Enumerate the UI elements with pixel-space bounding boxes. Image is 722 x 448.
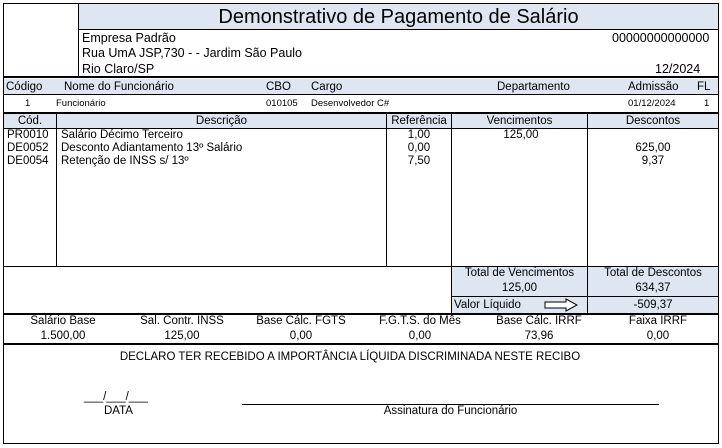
- base-label: Sal. Contr. INSS: [140, 315, 224, 327]
- item-description: Salário Décimo Terceiro: [61, 129, 183, 141]
- employee-header-rule: [3, 94, 719, 95]
- title-divider: [78, 29, 719, 30]
- items-cod-header: Cód.: [17, 115, 43, 127]
- payment-period: 12/2024: [655, 62, 701, 76]
- employee-name-header: Nome do Funcionário: [64, 81, 174, 93]
- fl-header: FL: [697, 81, 711, 93]
- company-city: Rio Claro/SP: [82, 62, 155, 76]
- total-earnings-label: Total de Vencimentos: [464, 267, 575, 279]
- admission-header: Admissão: [628, 81, 679, 93]
- base-label: Base Cálc. FGTS: [256, 315, 346, 327]
- base-value: 125,00: [164, 330, 200, 342]
- company-address: Rua UmA JSP,730 - - Jardim São Paulo: [82, 46, 303, 60]
- base-value: 1.500,00: [40, 330, 86, 342]
- employee-name: Funcionário: [56, 98, 106, 109]
- item-description: Retenção de INSS s/ 13º: [61, 155, 189, 167]
- base-label: Base Cálc. IRRF: [496, 315, 582, 327]
- date-blank: ___/___/___: [84, 391, 148, 403]
- items-earnings-header: Vencimentos: [486, 115, 553, 127]
- employee-code: 1: [25, 98, 31, 109]
- base-value: 0,00: [289, 330, 313, 342]
- cargo-header: Cargo: [311, 81, 343, 93]
- item-deductions: 9,37: [641, 155, 665, 167]
- base-value: 0,00: [646, 330, 670, 342]
- employee-fl: 1: [704, 98, 710, 109]
- item-reference: 1,00: [407, 129, 431, 141]
- items-reference-header: Referência: [391, 115, 447, 127]
- total-deductions-label: Total de Descontos: [604, 267, 702, 279]
- company-cnpj: 00000000000000: [612, 31, 710, 45]
- employee-admission: 01/12/2024: [628, 98, 676, 109]
- net-value-amount: -509,37: [633, 299, 673, 311]
- signature-label: Assinatura do Funcionário: [383, 405, 518, 417]
- item-reference: 7,50: [407, 155, 431, 167]
- outer-top-border: [3, 3, 719, 4]
- outer-bottom-border: [3, 443, 719, 444]
- header-bottom-rule: [3, 76, 719, 78]
- company-name: Empresa Padrão: [82, 31, 176, 45]
- net-value-label: Valor Líquido: [454, 299, 521, 311]
- col-cod-divider: [56, 113, 57, 266]
- base-label: Faixa IRRF: [628, 315, 688, 327]
- receipt-declaration: DECLARO TER RECEBIDO A IMPORTÂNCIA LÍQUIDA DISCRIMINADA NESTE RECIBO: [119, 351, 581, 363]
- bases-bottom-rule: [3, 343, 719, 345]
- item-earnings: 125,00: [503, 129, 539, 141]
- item-code: PR0010: [7, 129, 49, 141]
- department-header: Departamento: [497, 81, 570, 93]
- item-description: Desconto Adiantamento 13º Salário: [61, 142, 243, 154]
- items-description-header: Descrição: [195, 115, 248, 127]
- base-value: 0,00: [408, 330, 432, 342]
- employee-cargo: Desenvolvedor C#: [311, 98, 390, 109]
- net-value-rule: [451, 296, 719, 297]
- item-deductions: 625,00: [635, 142, 671, 154]
- employee-cbo: 010105: [266, 98, 298, 109]
- item-reference: 0,00: [407, 142, 431, 154]
- employee-bottom-rule: [3, 112, 719, 114]
- outer-left-border: [3, 3, 4, 444]
- item-code: DE0054: [7, 155, 49, 167]
- arrow-right-icon: [544, 298, 578, 312]
- employee-code-header: Código: [6, 81, 43, 93]
- base-value: 73,96: [524, 330, 554, 342]
- total-earnings-value: 125,00: [501, 282, 538, 294]
- base-label: Salário Base: [30, 315, 96, 327]
- item-code: DE0052: [7, 142, 49, 154]
- items-deductions-header: Descontos: [625, 115, 681, 127]
- total-deductions-value: 634,37: [635, 282, 671, 294]
- totals-bottom-rule: [3, 313, 719, 315]
- date-label: DATA: [104, 405, 133, 417]
- base-label: F.G.T.S. do Mês: [379, 315, 461, 327]
- cbo-header: CBO: [266, 81, 291, 93]
- document-title: Demonstrativo de Pagamento de Salário: [218, 6, 579, 28]
- outer-right-border: [718, 3, 719, 444]
